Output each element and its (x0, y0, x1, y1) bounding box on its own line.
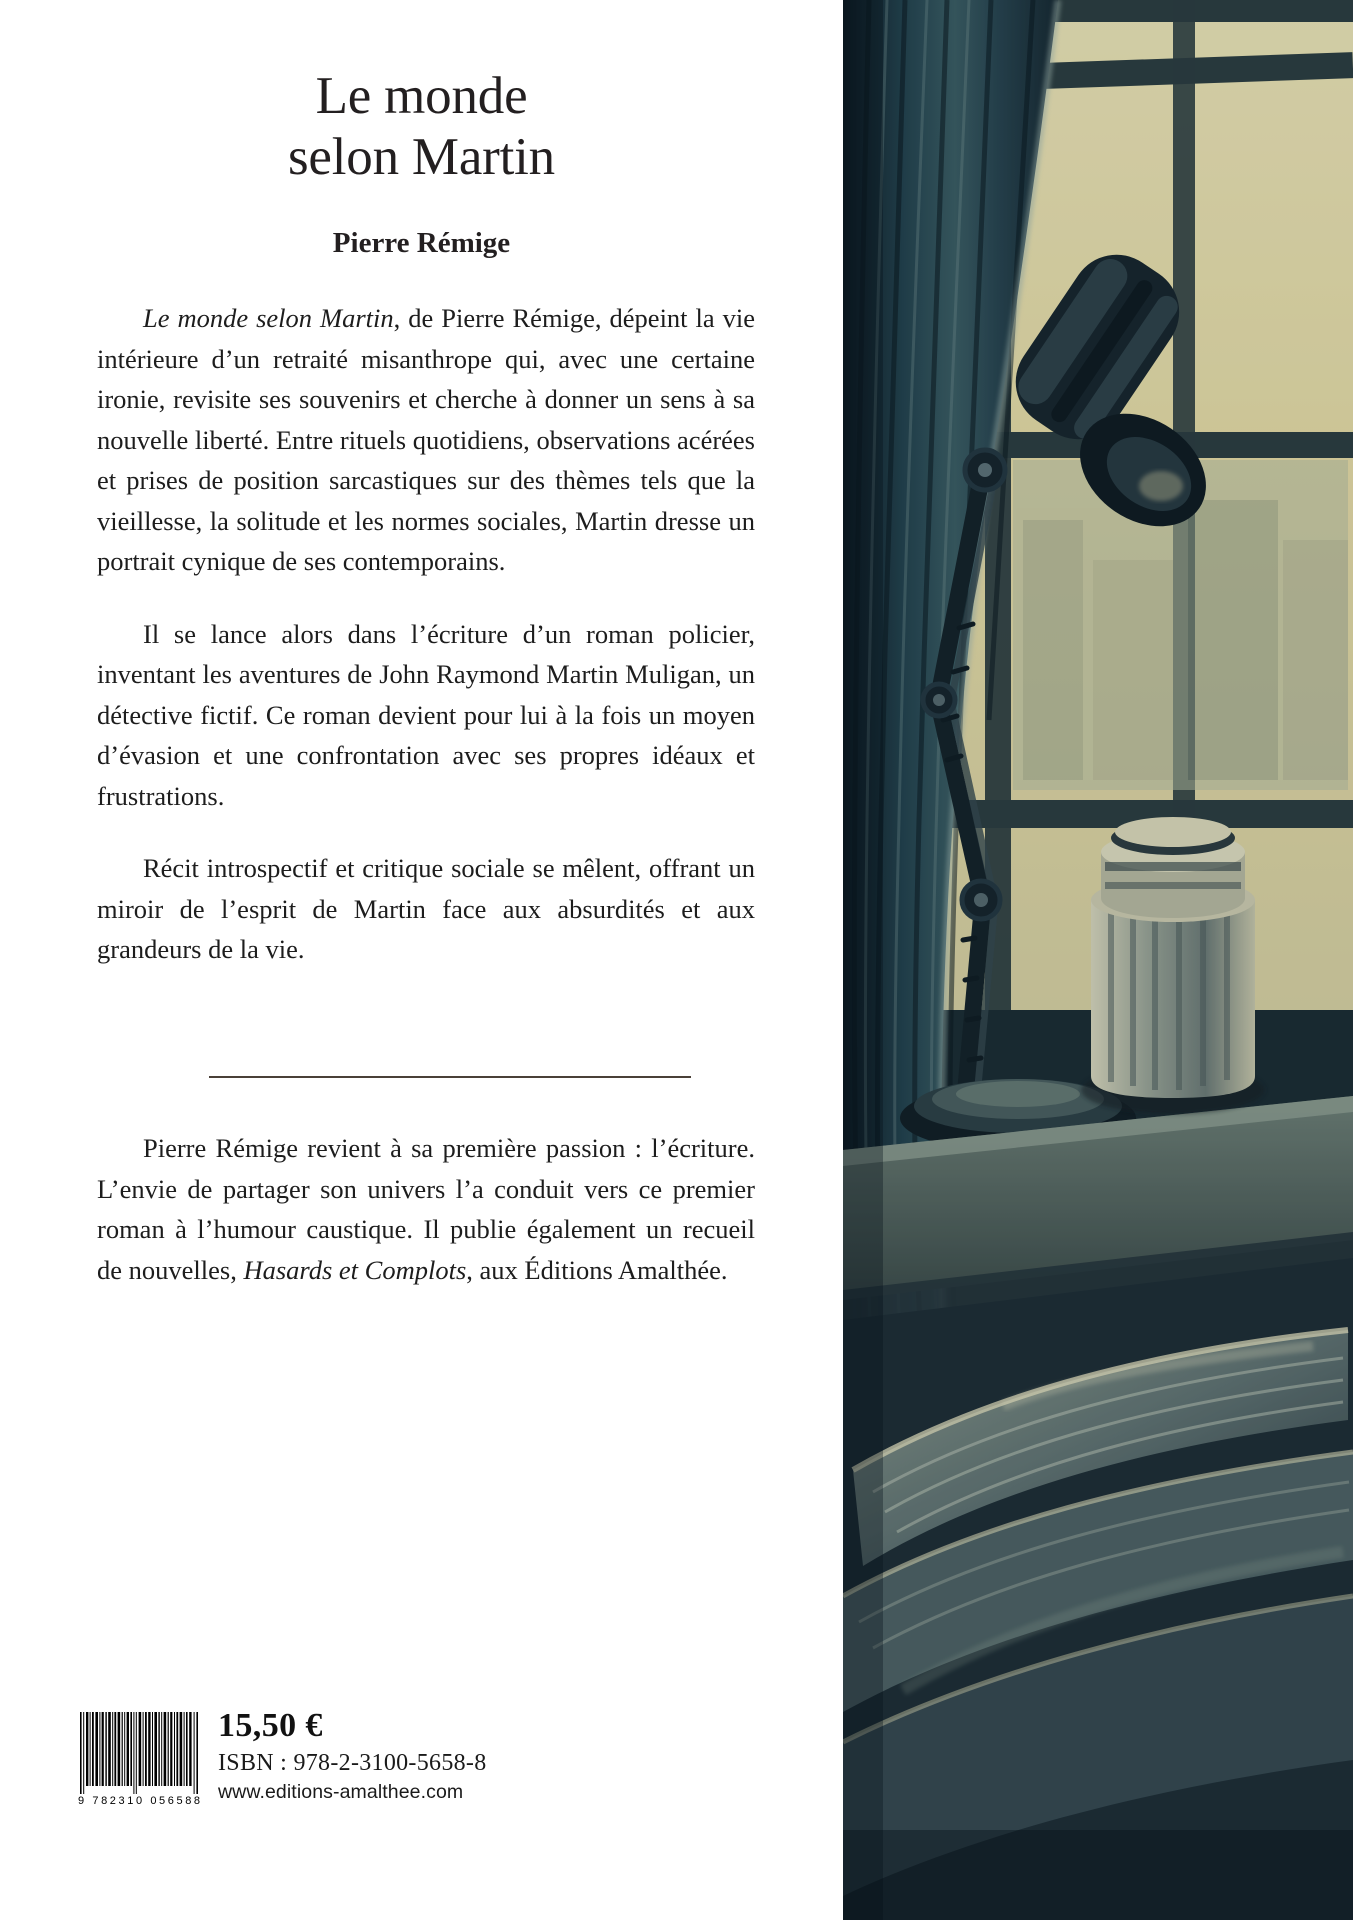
barcode-digits: 9 782310 056588 (78, 1795, 203, 1807)
barcode-icon (78, 1712, 200, 1794)
author-bio-part-1: Pierre Rémige revient à sa première passion : l’écriture. L’envie de partager son univers l’a conduit vers ce premier roman à l’humour caustique. Il publie également un recueil de nouvelles, (97, 1133, 755, 1285)
title-block (0, 66, 843, 260)
author-bio-section (97, 1128, 755, 1290)
barcode (78, 1712, 203, 1807)
author-bio-italic-title: Hasards et Complots (243, 1254, 467, 1285)
blurb-italic-title: Le monde selon Martin (143, 303, 394, 333)
footer-block (78, 1707, 778, 1837)
author-bio-paragraph (97, 1128, 755, 1290)
book-author: Pierre Rémige (332, 226, 511, 259)
blurb-paragraph-3: Récit introspectif et critique sociale se mêlent, offrant un miroir de l’esprit de Martin face aux absurdités et aux grandeurs de la vie. (97, 853, 755, 964)
pricing-block (218, 1708, 487, 1804)
blurb-paragraph-1-rest: , de Pierre Rémige, dépeint la vie intérieure d’un retraité misanthrope qui, avec une certaine ironie, revisite ses souvenirs et cherche à donner un sens à sa nouvelle liberté. Entre rituels quotidiens, observations acérées et prises de position sarcastiques sur des thèmes tels que la vieillesse, la solitude et les normes sociales, Martin dresse un portrait cynique de ses contemporains. (97, 303, 755, 576)
book-title-line-2: selon Martin (288, 128, 555, 187)
blurb-section (97, 298, 755, 970)
isbn-label: ISBN : 978-2-3100-5658-8 (218, 1749, 487, 1776)
cover-illustration (843, 0, 1353, 1920)
book-title (0, 66, 843, 189)
blurb-paragraph-2: Il se lance alors dans l’écriture d’un roman policier, inventant les aventures de John Raymond Martin Muligan, un détective fictif. Ce roman devient pour lui à la fois un moyen d’évasion et une confrontation avec ses propres idéaux et frustrations. (97, 618, 755, 811)
window-lamp-books-illustration (843, 0, 1353, 1920)
blurb-paragraph-1 (97, 298, 755, 582)
section-divider (209, 1076, 691, 1078)
publisher-website: www.editions-amalthee.com (218, 1781, 464, 1804)
author-bio-part-2: , aux Éditions Amalthée. (466, 1254, 728, 1285)
price-label: 15,50 € (218, 1707, 323, 1744)
book-title-line-1: Le monde (315, 67, 528, 125)
